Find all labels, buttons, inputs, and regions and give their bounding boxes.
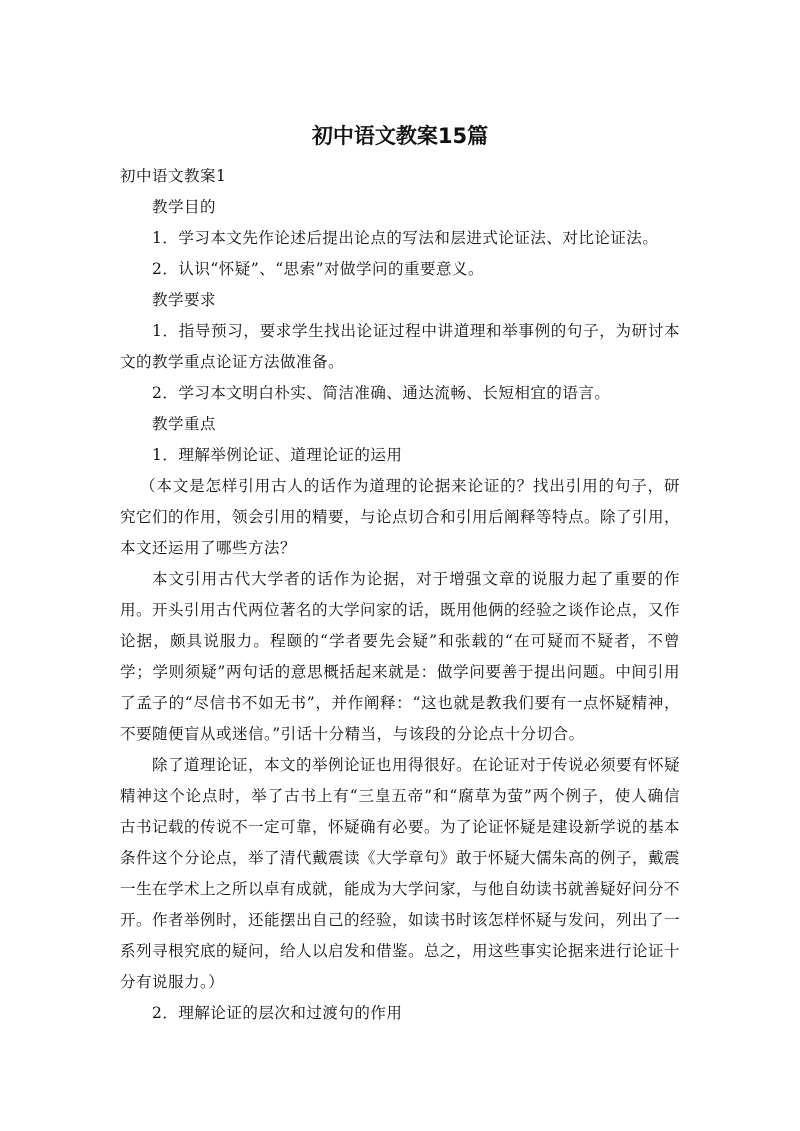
paragraph: 1．理解举例论证、道理论证的运用 [152,446,403,464]
paragraph-teaching-requirements: 教学要求 [152,291,217,309]
document-title: 初中语文教案15篇 [311,124,489,148]
paragraph: 本文引用古代大学者的话作为论据，对于增强文章的说服力起了重要的作用。开头引用古代两位著名的大学问家的话，既用他俩的经验之谈作论点，又作论据，颇具说服力。程颐的“学者要先会疑”和张载的“在可疑而不疑者，不曾学；学则须疑”两句话的意思概括起来就是：做学问要善于提出问题。中间引用了孟子的“尽信书不如无书”，并作阐释：“这也就是教我们要有一点怀疑精神，不要随便盲从或迷信。”引话十分精当，与该段的分论点十分切合。 [120,570,681,743]
paragraph-teaching-focus: 教学重点 [152,415,217,433]
document-body [120,161,680,1029]
paragraph: （本文是怎样引用古人的话作为道理的论据来论证的？找出引用的句子，研究它们的作用，领会引用的精要，与论点切合和引用后阐释等特点。除了引用，本文还运用了哪些方法？ [120,477,681,557]
paragraph: 2．理解论证的层次和过渡句的作用 [152,1004,403,1022]
paragraph: 除了道理论证，本文的举例论证也用得很好。在论证对于传说必须要有怀疑精神这个论点时，举了古书上有“三皇五帝”和“腐草为萤”两个例子，使人确信古书记载的传说不一定可靠，怀疑确有必要。为了论证怀疑是建设新学说的基本条件这个分论点，举了清代戴震读《大学章句》敢于怀疑大儒朱高的例子，戴震一生在学术上之所以卓有成就，能成为大学问家，与他自幼读书就善疑好问分不开。作者举例时，还能摆出自己的经验，如读书时该怎样怀疑与发问，列出了一系列寻根究底的疑问，给人以启发和借鉴。总之，用这些事实论据来进行论证十分有说服力。） [120,756,681,991]
paragraph-teaching-purpose: 教学目的 [152,198,217,216]
paragraph: 1．指导预习，要求学生找出论证过程中讲道理和举事例的句子，为研讨本文的教学重点论证方法做准备。 [120,322,680,371]
paragraph: 2．学习本文明白朴实、简洁准确、通达流畅、长短相宜的语言。 [152,384,611,402]
section-heading: 初中语文教案1 [120,167,227,185]
paragraph: 1．学习本文先作论述后提出论点的写法和层进式论证法、对比论证法。 [152,229,659,247]
paragraph: 2．认识“怀疑”、“思索”对做学问的重要意义。 [152,260,485,278]
